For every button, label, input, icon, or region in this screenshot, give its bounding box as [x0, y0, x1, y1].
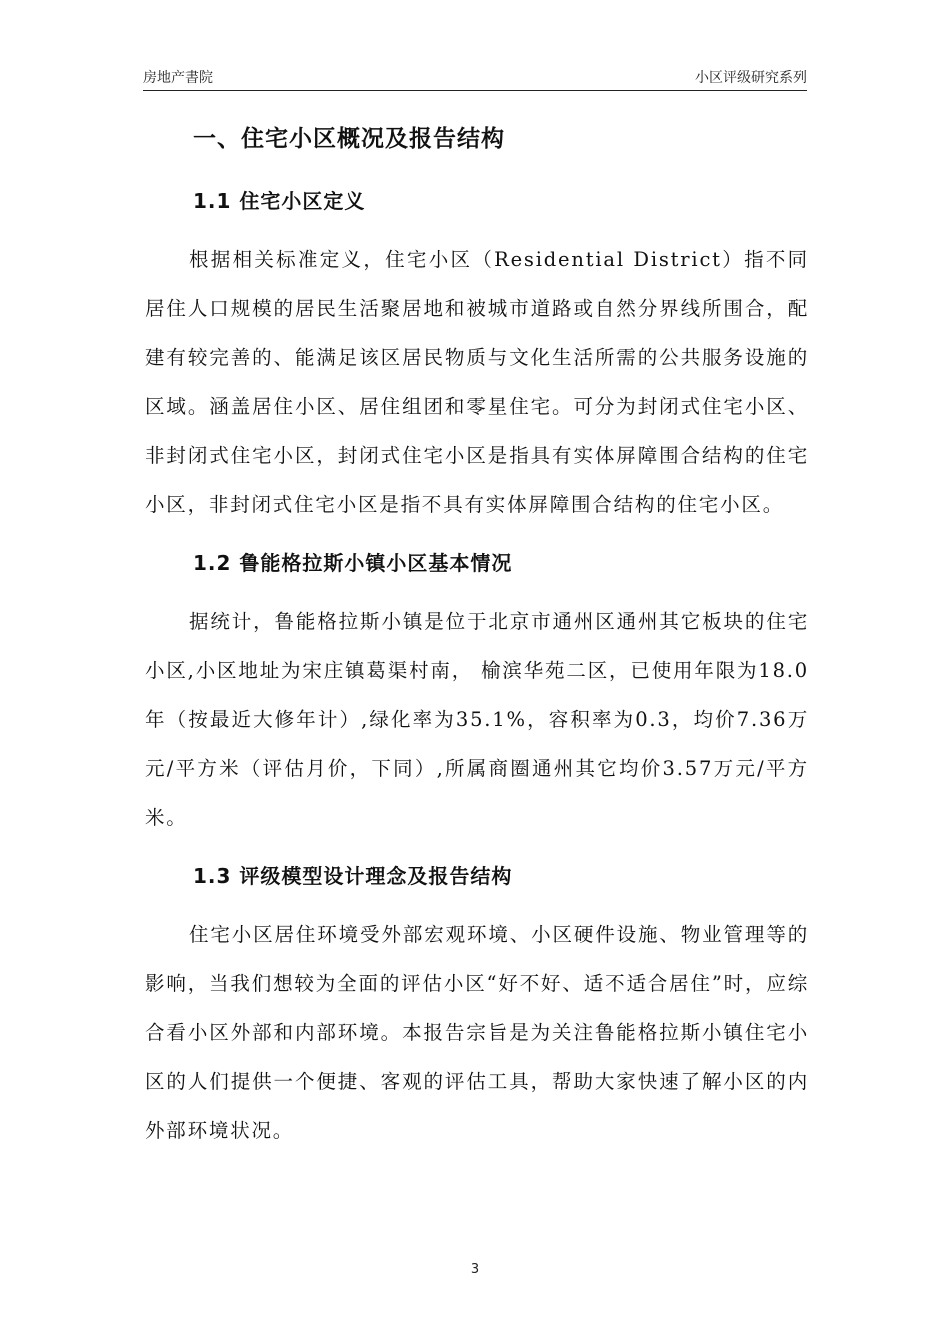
section-paragraph-1-2: 据统计，鲁能格拉斯小镇是位于北京市通州区通州其它板块的住宅小区,小区地址为宋庄镇葛渠村南， 榆滨华苑二区，已使用年限为18.0年（按最近大修年计）,绿化率为35.1%，容积率为0.3，均价7.36万元/平方米（评估月价，下同）,所属商圈通州其它均价3.57万元/平方米。: [145, 610, 809, 829]
header-series-title: 小区评级研究系列: [695, 70, 807, 86]
chapter-title: 一、住宅小区概况及报告结构: [193, 126, 505, 152]
page-header: [143, 64, 807, 91]
document-body: [145, 115, 809, 1155]
section-heading-1-2: 1.2 鲁能格拉斯小镇小区基本情况: [193, 551, 513, 575]
section-heading-1-1: 1.1 住宅小区定义: [193, 189, 366, 213]
section-heading-1-3: 1.3 评级模型设计理念及报告结构: [193, 864, 513, 888]
page-number: 3: [470, 1262, 480, 1277]
section-paragraph-1-1: 根据相关标准定义，住宅小区（Residential District）指不同居住人口规模的居民生活聚居地和被城市道路或自然分界线所围合，配建有较完善的、能满足该区居民物质与文化生活所需的公共服务设施的区域。涵盖居住小区、居住组团和零星住宅。可分为封闭式住宅小区、非封闭式住宅小区，封闭式住宅小区是指具有实体屏障围合结构的住宅小区，非封闭式住宅小区是指不具有实体屏障围合结构的住宅小区。: [145, 248, 809, 516]
section-paragraph-1-3: 住宅小区居住环境受外部宏观环境、小区硬件设施、物业管理等的影响，当我们想较为全面的评估小区“好不好、适不适合居住”时，应综合看小区外部和内部环境。本报告宗旨是为关注鲁能格拉斯小镇住宅小区的人们提供一个便捷、客观的评估工具，帮助大家快速了解小区的内外部环境状况。: [145, 923, 809, 1142]
header-publisher: 房地产書院: [143, 70, 213, 86]
